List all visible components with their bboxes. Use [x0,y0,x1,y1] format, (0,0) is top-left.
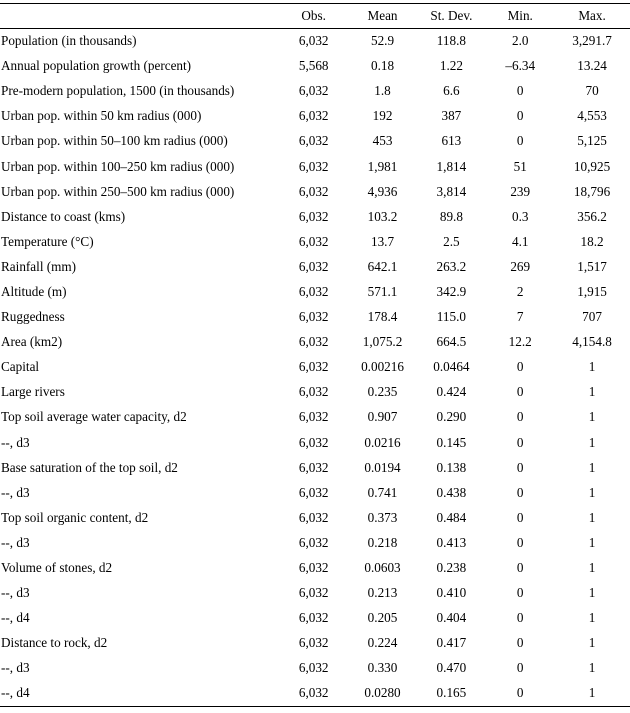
header-max: Max. [554,4,630,29]
variable-name: Urban pop. within 50–100 km radius (000) [1,133,228,149]
sd-value: 3,814 [436,183,467,199]
variable-name: Urban pop. within 100–250 km radius (000) [1,158,235,174]
mean-value: 0.218 [367,534,398,550]
variable-name: Capital [1,359,40,375]
max-value: 18,796 [573,183,611,199]
sd-value: 0.410 [436,585,467,601]
min-value: 0 [516,635,524,651]
sd-value: 0.0464 [433,359,470,375]
header-min: Min. [486,4,554,29]
mean-value: 0.0603 [364,560,401,576]
variable-name: Top soil average water capacity, d2 [1,409,187,425]
table-row [0,631,630,656]
table-row [0,606,630,631]
obs-value: 6,032 [298,509,329,525]
variable-name: --, d3 [1,534,30,550]
sd-value: 0.138 [436,459,467,475]
obs-value: 6,032 [298,560,329,576]
sd-value: 0.438 [436,484,467,500]
variable-name: --, d4 [0,681,279,706]
table-row [0,656,630,681]
table-row [0,355,630,380]
header-sd: St. Dev. [416,4,486,29]
max-value: 5,125 [577,133,607,149]
variable-name: --, d3 [1,484,30,500]
mean-value: 0.741 [367,484,398,500]
obs-value: 6,032 [298,484,329,500]
min-value: 0 [516,585,524,601]
table-row [0,29,630,54]
max-value: 70 [585,83,599,99]
max-value: 4,154.8 [572,334,612,350]
min-value: 0 [516,409,524,425]
mean-value: 178.4 [367,309,398,325]
min-value: 0 [516,108,524,124]
max-value: 1 [588,660,596,676]
min-value: 0.3 [511,208,529,224]
table-row [0,480,630,505]
max-value: 707 [582,309,602,325]
variable-name: Urban pop. within 50 km radius (000) [1,108,202,124]
table-row [0,405,630,430]
sd-value: 664.5 [436,334,467,350]
mean-value: 1,981 [367,158,398,174]
table-body [0,29,630,707]
table-row [0,254,630,279]
sd-value: 89.8 [439,208,463,224]
mean-value: 0.907 [367,409,398,425]
obs-value: 6,032 [298,33,329,49]
min-value: 12.2 [508,334,532,350]
min-value: 0 [516,133,524,149]
table-row [0,104,630,129]
mean-value: 0.0194 [364,459,401,475]
table-row [0,581,630,606]
variable-name: Area (km2) [1,334,63,350]
variable-name: Volume of stones, d2 [1,560,113,576]
max-value: 1 [588,384,596,400]
mean-value: 1.8 [374,83,391,99]
obs-value: 6,032 [298,334,329,350]
obs-value: 6,032 [298,133,329,149]
min-value: 0 [516,384,524,400]
variable-name: --, d3 [1,660,30,676]
min-value: –6.34 [505,58,536,74]
table-row [0,681,630,706]
variable-name: Urban pop. within 250–500 km radius (000) [1,183,235,199]
obs-value: 5,568 [298,58,329,74]
mean-value: 0.0280 [349,681,417,706]
min-value: 239 [510,183,531,199]
obs-value: 6,032 [279,681,349,706]
min-value: 0 [516,509,524,525]
table-row [0,555,630,580]
table-row [0,430,630,455]
obs-value: 6,032 [298,585,329,601]
sd-value: 0.165 [416,681,486,706]
max-value: 13.24 [577,58,607,74]
mean-value: 52.9 [370,33,395,49]
sd-value: 263.2 [436,258,467,274]
mean-value: 571.1 [367,283,398,299]
max-value: 4,553 [577,108,607,124]
max-value: 1 [588,534,596,550]
header-variable [0,4,279,29]
mean-value: 0.0216 [364,434,401,450]
sd-value: 118.8 [436,33,466,49]
min-value: 0 [516,434,524,450]
min-value: 4.1 [511,233,529,249]
header-obs: Obs. [279,4,349,29]
max-value: 1 [588,610,596,626]
max-value: 1 [588,509,596,525]
sd-value: 0.424 [436,384,467,400]
sd-value: 0.484 [436,509,467,525]
sd-value: 6.6 [443,83,460,99]
min-value: 0 [486,681,554,706]
sd-value: 115.0 [436,309,466,325]
max-value: 1 [554,681,630,706]
header-row [0,4,630,29]
mean-value: 192 [372,108,393,124]
min-value: 0 [516,660,524,676]
sd-value: 387 [441,108,462,124]
min-value: 0 [516,83,524,99]
min-value: 0 [516,534,524,550]
table-row [0,179,630,204]
variable-name: Rainfall (mm) [1,258,77,274]
sd-value: 342.9 [436,283,467,299]
table-row [0,330,630,355]
variable-name: Population (in thousands) [1,33,137,49]
mean-value: 1,075.2 [362,334,403,350]
mean-value: 453 [372,133,393,149]
variable-name: Altitude (m) [1,283,67,299]
obs-value: 6,032 [298,108,329,124]
variable-name: Ruggedness [1,309,65,325]
max-value: 1,517 [577,258,607,274]
min-value: 0 [516,610,524,626]
mean-value: 0.235 [367,384,398,400]
obs-value: 6,032 [298,660,329,676]
max-value: 1,915 [577,283,607,299]
obs-value: 6,032 [298,283,329,299]
table-row [0,54,630,79]
obs-value: 6,032 [298,610,329,626]
min-value: 51 [513,158,527,174]
mean-value: 0.330 [367,660,398,676]
obs-value: 6,032 [298,409,329,425]
sd-value: 0.290 [436,409,467,425]
obs-value: 6,032 [298,534,329,550]
mean-value: 103.2 [367,208,398,224]
variable-name: --, d4 [1,610,30,626]
min-value: 7 [516,309,524,325]
variable-name: Pre-modern population, 1500 (in thousands) [1,83,235,99]
obs-value: 6,032 [298,183,329,199]
obs-value: 6,032 [298,83,329,99]
mean-value: 0.205 [367,610,398,626]
max-value: 18.2 [580,233,604,249]
mean-value: 0.213 [367,585,398,601]
obs-value: 6,032 [298,158,329,174]
obs-value: 6,032 [298,208,329,224]
min-value: 0 [516,459,524,475]
summary-statistics-table [0,3,630,707]
max-value: 1 [588,459,596,475]
max-value: 1 [588,434,596,450]
mean-value: 0.00216 [361,359,404,375]
variable-name: Annual population growth (percent) [1,58,192,74]
max-value: 3,291.7 [572,33,612,49]
obs-value: 6,032 [298,309,329,325]
variable-name: Distance to rock, d2 [1,635,108,651]
mean-value: 0.373 [367,509,398,525]
obs-value: 6,032 [298,635,329,651]
table-header [0,4,630,29]
sd-value: 0.470 [436,660,467,676]
variable-name: --, d3 [1,434,30,450]
table-row [0,505,630,530]
sd-value: 0.145 [436,434,467,450]
max-value: 1 [588,409,596,425]
table-row [0,154,630,179]
table-row [0,129,630,154]
variable-name: Top soil organic content, d2 [1,509,149,525]
max-value: 1 [588,635,596,651]
max-value: 1 [588,484,596,500]
max-value: 356.2 [577,208,607,224]
obs-value: 6,032 [298,459,329,475]
variable-name: Large rivers [1,384,65,400]
table-row [0,279,630,304]
sd-value: 0.404 [436,610,467,626]
sd-value: 1,814 [436,158,467,174]
variable-name: --, d3 [1,585,30,601]
variable-name: Temperature (°C) [1,233,94,249]
table-row [0,204,630,229]
sd-value: 0.238 [436,560,467,576]
table-row [0,305,630,330]
mean-value: 13.7 [370,233,395,249]
min-value: 0 [516,359,524,375]
max-value: 1 [588,585,596,601]
table-row [0,79,630,104]
sd-value: 2.5 [443,233,460,249]
obs-value: 6,032 [298,384,329,400]
max-value: 10,925 [573,158,611,174]
table-row [0,229,630,254]
header-mean: Mean [349,4,417,29]
min-value: 0 [516,560,524,576]
min-value: 2 [516,283,524,299]
table-row [0,530,630,555]
sd-value: 1.22 [439,58,463,74]
min-value: 0 [516,484,524,500]
table-row [0,380,630,405]
mean-value: 0.224 [367,635,398,651]
table-row [0,455,630,480]
variable-name: Distance to coast (kms) [1,208,126,224]
max-value: 1 [588,359,596,375]
sd-value: 0.413 [436,534,467,550]
obs-value: 6,032 [298,359,329,375]
mean-value: 4,936 [367,183,398,199]
mean-value: 0.18 [370,58,395,74]
sd-value: 613 [441,133,462,149]
obs-value: 6,032 [298,434,329,450]
sd-value: 0.417 [436,635,467,651]
min-value: 2.0 [511,33,529,49]
obs-value: 6,032 [298,233,329,249]
max-value: 1 [588,560,596,576]
mean-value: 642.1 [367,258,398,274]
obs-value: 6,032 [298,258,329,274]
min-value: 269 [510,258,531,274]
variable-name: Base saturation of the top soil, d2 [1,459,178,475]
